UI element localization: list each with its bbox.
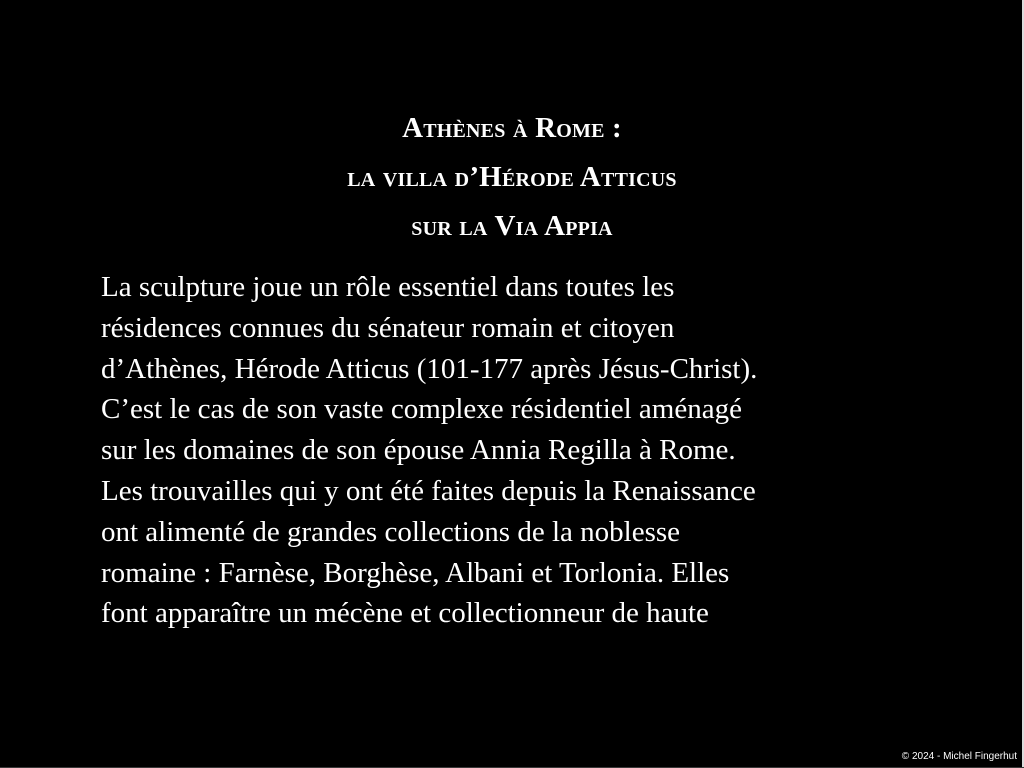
slide-body xyxy=(101,267,921,634)
body-line: romaine : Farnèse, Borghèse, Albani et Torlonia. Elles xyxy=(101,556,730,589)
title-line: sur la Via Appia xyxy=(411,210,613,242)
body-line: C’est le cas de son vaste complexe résidentiel aménagé xyxy=(101,393,742,426)
copyright-notice: © 2024 - Michel Fingerhut xyxy=(901,751,1017,762)
body-line: font apparaître un mécène et collectionneur de haute xyxy=(101,597,709,630)
body-line: ont alimenté de grandes collections de la noblesse xyxy=(101,515,681,548)
body-line: Les trouvailles qui y ont été faites depuis la Renaissance xyxy=(101,474,756,507)
slide-title xyxy=(0,104,1024,251)
body-line: La sculpture joue un rôle essentiel dans toutes les xyxy=(101,271,675,303)
title-line: la villa d’Hérode Atticus xyxy=(347,161,677,193)
body-line: résidences connues du sénateur romain et citoyen xyxy=(101,311,675,344)
body-line: sur les domaines de son épouse Annia Regilla à Rome. xyxy=(101,434,736,467)
body-line: d’Athènes, Hérode Atticus (101-177 après Jésus-Christ). xyxy=(101,352,758,385)
title-line: Athènes à Rome : xyxy=(402,112,622,144)
